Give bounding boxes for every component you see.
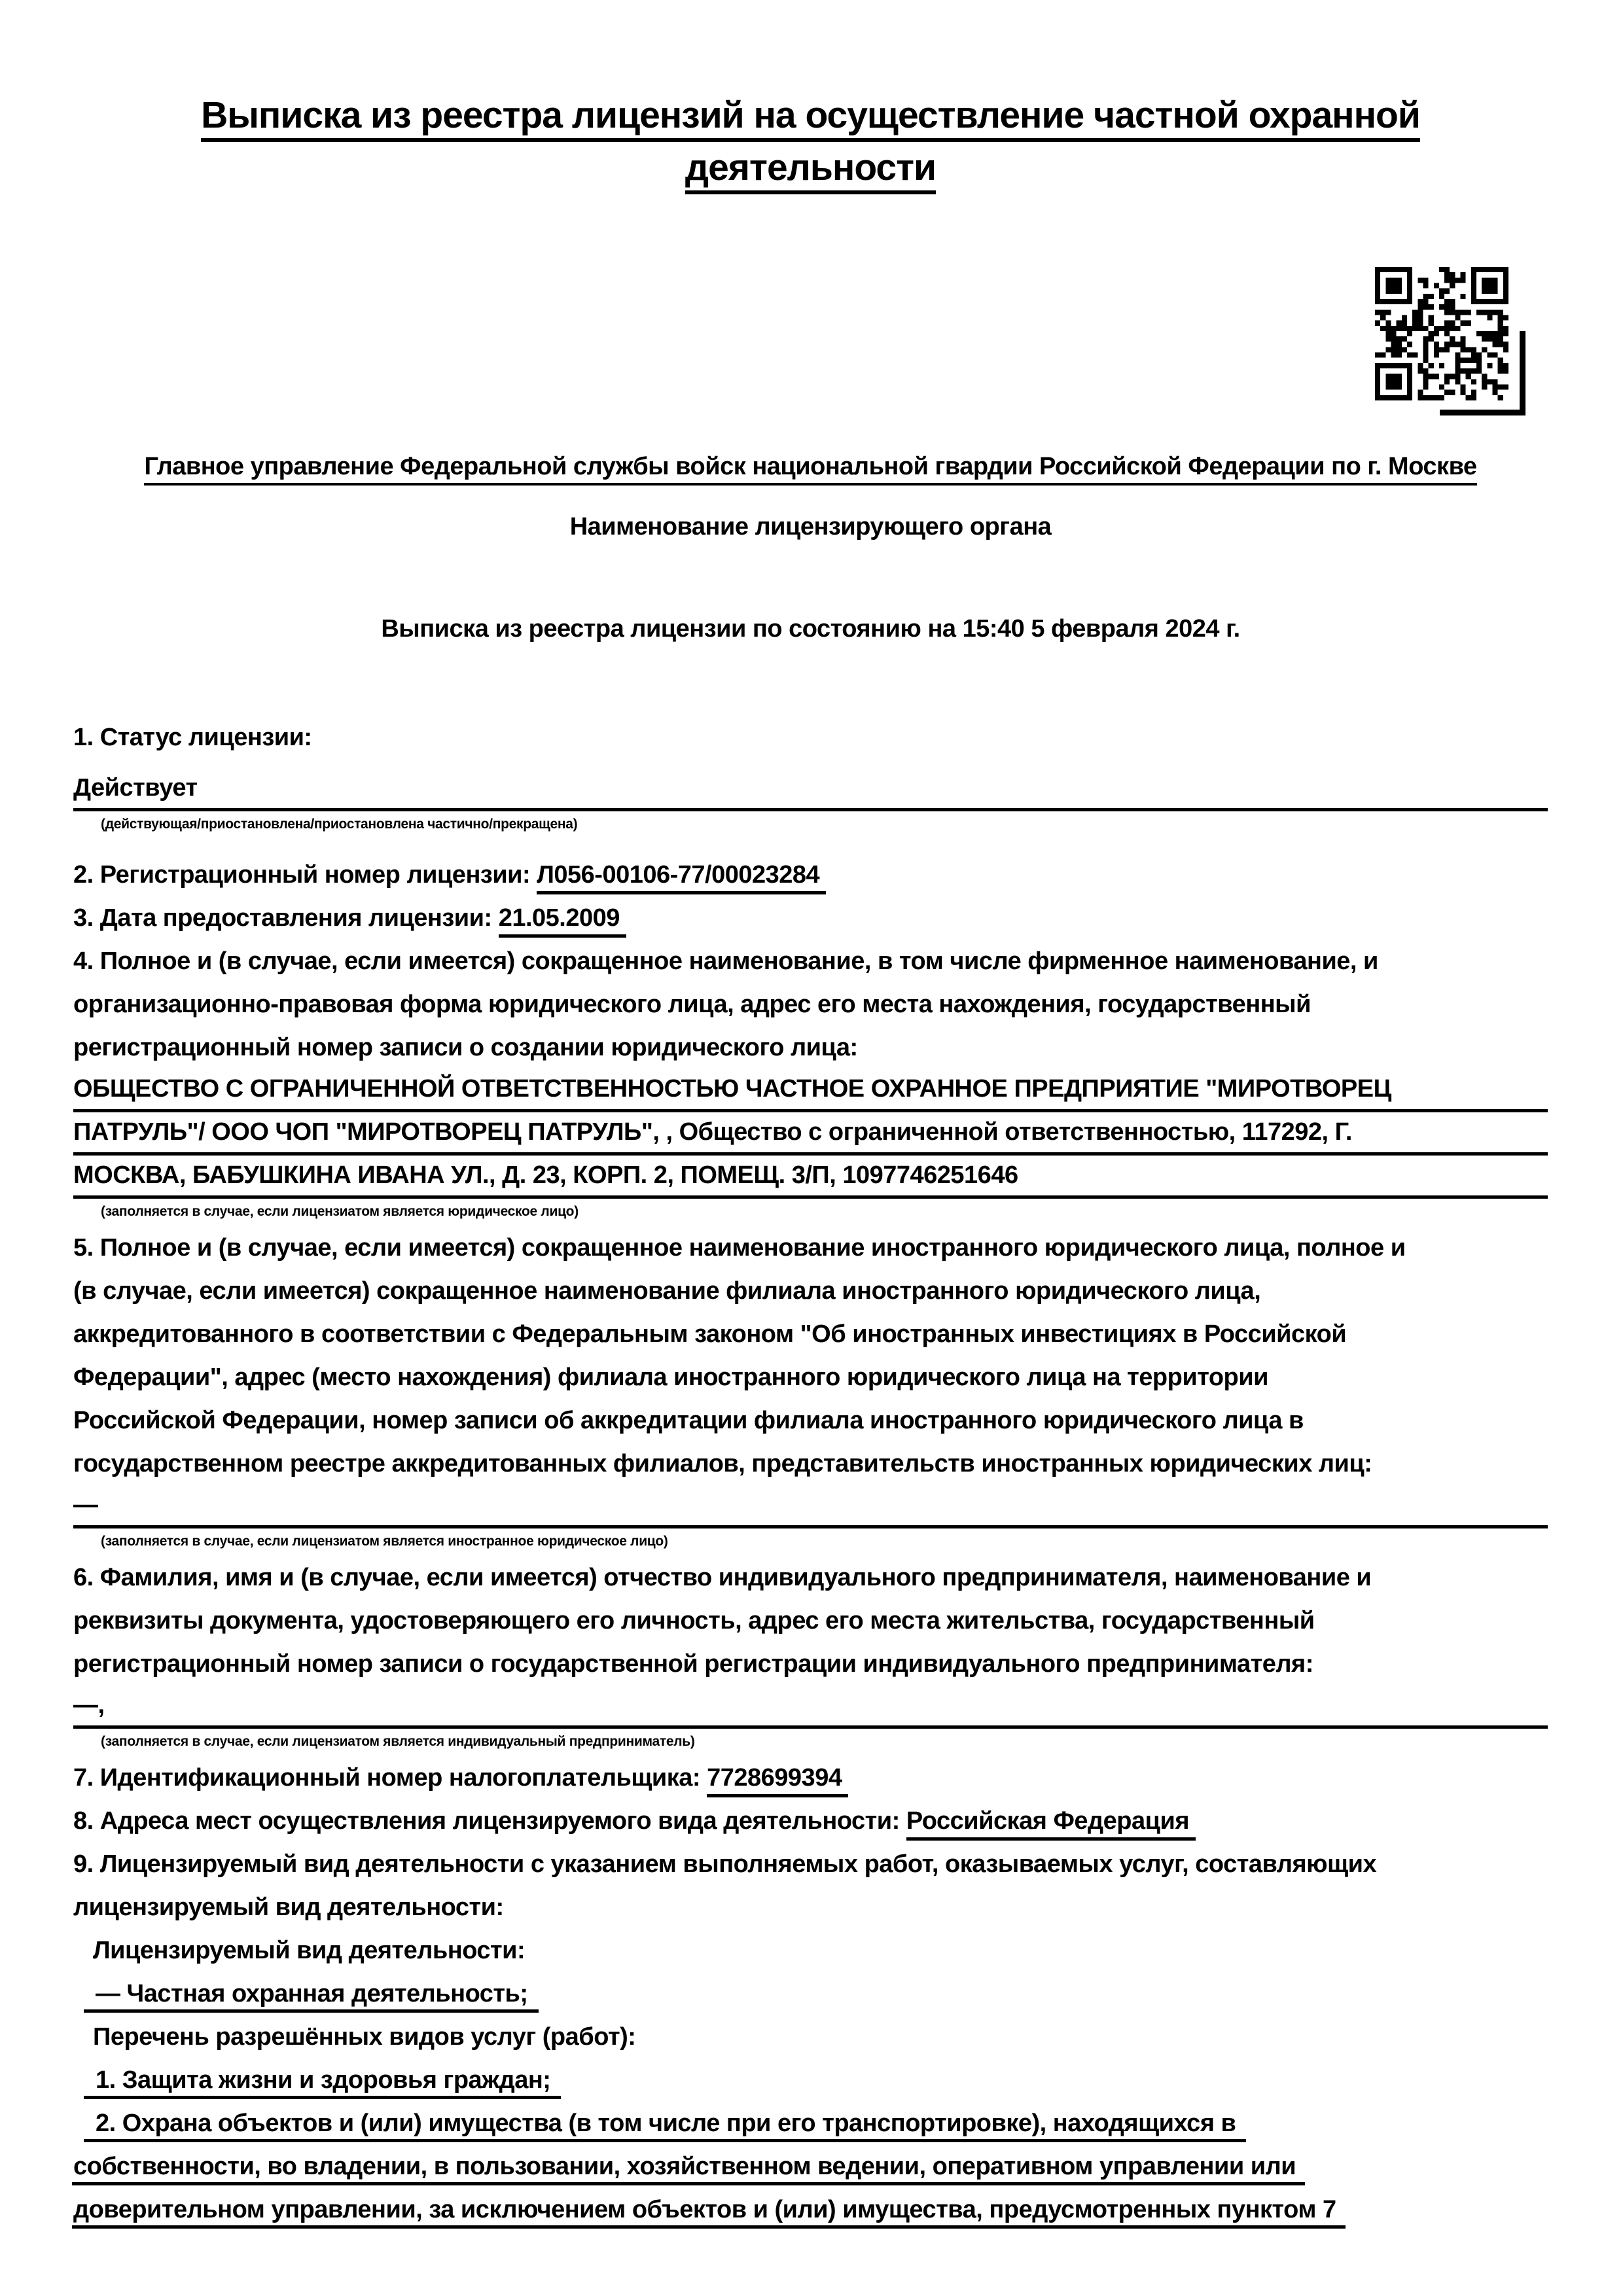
item-5-line: аккредитованного в соответствии с Федеральным законом "Об иностранных инвестициях в Российской	[73, 1320, 1347, 1348]
document-title-line-2: деятельности	[73, 141, 1548, 194]
service-2	[73, 2102, 1548, 2231]
legal-entity-value-line: ПАТРУЛЬ"/ ООО ЧОП "МИРОТВОРЕЦ ПАТРУЛЬ", , Общество с ограниченной ответственностью, 117292, Г.	[73, 1112, 1548, 1156]
extract-date-line: Выписка из реестра лицензии по состоянию на 15:40 5 февраля 2024 г.	[381, 615, 1240, 643]
item-8-label: 8. Адреса мест осуществления лицензируемого вида деятельности:	[73, 1807, 906, 1835]
license-number-value: Л056-00106-77/00023284	[537, 861, 826, 894]
entrepreneur-value: —,	[73, 1686, 1548, 1729]
item-5-note: (заполняется в случае, если лицензиатом является иностранное юридическое лицо)	[101, 1534, 668, 1549]
qr-row	[73, 267, 1548, 402]
document-title-line-1: Выписка из реестра лицензий на осуществление частной охранной	[73, 89, 1548, 141]
item-4-paragraph	[73, 940, 1548, 1069]
item-6-line: 6. Фамилия, имя и (в случае, если имеется) отчество индивидуального предпринимателя, наименование и	[73, 1564, 1372, 1591]
item-6-note: (заполняется в случае, если лицензиатом является индивидуальный предприниматель)	[101, 1734, 695, 1749]
item-7-label: 7. Идентификационный номер налогоплательщика:	[73, 1764, 707, 1792]
item-4-line: 4. Полное и (в случае, если имеется) сокращенное наименование, в том числе фирменное наименование, и	[73, 947, 1378, 975]
legal-entity-value	[73, 1069, 1548, 1199]
item-5-line: 5. Полное и (в случае, если имеется) сокращенное наименование иностранного юридического лица, полное и	[73, 1234, 1406, 1262]
item-4-note: (заполняется в случае, если лицензиатом является юридическое лицо)	[101, 1204, 579, 1219]
activity-value: — Частная охранная деятельность;	[73, 1972, 1548, 2015]
item-4-line: организационно-правовая форма юридического лица, адрес его места нахождения, государственный	[73, 991, 1311, 1018]
item-5-line: Российской Федерации, номер записи об аккредитации филиала иностранного юридического лица в	[73, 1407, 1304, 1434]
item-6-paragraph	[73, 1556, 1548, 1686]
item-9-line: лицензируемый вид деятельности:	[73, 1894, 504, 1921]
item-4-line: регистрационный номер записи о создании юридического лица:	[73, 1034, 858, 1061]
item-5-line: государственном реестре аккредитованных филиалов, представительств иностранных юридических лиц:	[73, 1450, 1372, 1477]
service-2-line: доверительном управлении, за исключением объектов и (или) имущества, предусмотренных пунктом 7	[73, 2188, 1548, 2231]
item-2-label: 2. Регистрационный номер лицензии:	[73, 861, 537, 889]
document-title	[73, 89, 1548, 194]
activity-label: Лицензируемый вид деятельности:	[93, 1937, 526, 1964]
item-6-line: реквизиты документа, удостоверяющего его личность, адрес его места жительства, государственный	[73, 1607, 1315, 1634]
service-1: 1. Защита жизни и здоровья граждан;	[73, 2058, 1548, 2102]
services-label: Перечень разрешённых видов услуг (работ):	[93, 2023, 636, 2051]
item-8-addresses	[73, 1799, 1548, 1843]
item-1-label: 1. Статус лицензии:	[73, 724, 312, 751]
qr-code	[1375, 267, 1508, 400]
qr-corner-mark	[1440, 331, 1525, 415]
inn-value: 7728699394	[707, 1764, 848, 1797]
foreign-entity-value: —	[73, 1485, 1548, 1528]
item-2-registration-number	[73, 853, 1548, 896]
service-2-line: 2. Охрана объектов и (или) имущества (в том числе при его транспортировке), находящихся в	[73, 2102, 1548, 2145]
item-9-line: 9. Лицензируемый вид деятельности с указанием выполняемых работ, оказываемых услуг, составляющих	[73, 1850, 1377, 1878]
item-9-paragraph	[73, 1843, 1548, 1929]
license-date-value: 21.05.2009	[499, 904, 626, 938]
licensing-authority: Главное управление Федеральной службы войск национальной гвардии Российской Федерации по г. Москве	[73, 445, 1548, 488]
item-5-line: (в случае, если имеется) сокращенное наименование филиала иностранного юридического лица,	[73, 1277, 1261, 1305]
item-5-line: Федерации", адрес (место нахождения) филиала иностранного юридического лица на территории	[73, 1364, 1268, 1391]
addresses-value: Российская Федерация	[906, 1807, 1196, 1841]
item-5-paragraph	[73, 1226, 1548, 1485]
item-3-grant-date	[73, 896, 1548, 940]
item-7-inn	[73, 1756, 1548, 1799]
legal-entity-value-line: ОБЩЕСТВО С ОГРАНИЧЕННОЙ ОТВЕТСТВЕННОСТЬЮ ЧАСТНОЕ ОХРАННОЕ ПРЕДПРИЯТИЕ "МИРОТВОРЕЦ	[73, 1069, 1548, 1112]
item-6-line: регистрационный номер записи о государственной регистрации индивидуального предпринимателя:	[73, 1650, 1313, 1678]
item-3-label: 3. Дата предоставления лицензии:	[73, 904, 499, 932]
authority-caption: Наименование лицензирующего органа	[569, 513, 1052, 540]
item-1-note: (действующая/приостановлена/приостановлена частично/прекращена)	[101, 817, 578, 832]
legal-entity-value-line: МОСКВА, БАБУШКИНА ИВАНА УЛ., Д. 23, КОРП. 2, ПОМЕЩ. 3/П, 1097746251646	[73, 1156, 1548, 1199]
license-status-value: Действует	[73, 768, 1548, 811]
service-2-line: собственности, во владении, в пользовании, хозяйственном ведении, оперативном управлении или	[73, 2145, 1548, 2188]
